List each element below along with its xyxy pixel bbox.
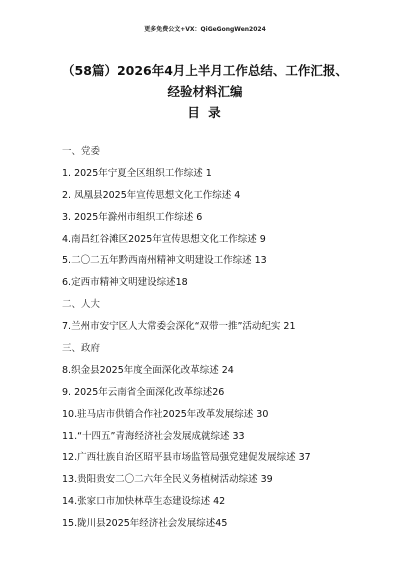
toc-entry: 11.“十四五”青海经济社会发展成就综述 33	[62, 430, 245, 442]
toc-entry: 13.贵阳贵安二〇二六年全民义务植树活动综述 39	[62, 474, 273, 486]
toc-entry: 5.二〇二五年黔西南州精神文明建设工作综述 13	[62, 255, 267, 267]
toc-entry: 10.驻马店市供销合作社2025年改革发展综述 30	[62, 408, 269, 420]
toc-entry: 1. 2025年宁夏全区组织工作综述 1	[62, 167, 212, 179]
toc-entry: 12.广西壮族自治区昭平县市场监管局强党建促发展综述 37	[62, 452, 311, 464]
toc-entry: 14.张家口市加快林草生态建设综述 42	[62, 496, 226, 508]
toc-entry: 7.兰州市安宁区人大常委会深化“双带一推”活动纪实 21	[62, 321, 296, 333]
toc-entry: 9. 2025年云南省全面深化改革综述26	[62, 386, 225, 398]
header-note: 更多免费公文+VX：QiGeGongWen2024	[144, 26, 266, 33]
toc-entry: 2. 凤凰县2025年宣传思想文化工作综述 4	[62, 189, 241, 201]
toc-section-government: 三、政府	[62, 343, 101, 355]
toc-entry: 15.陇川县2025年经济社会发展综述45	[62, 518, 228, 530]
document-title-line-1: （58篇）2026年4月上半月工作总结、工作汇报、	[62, 63, 348, 78]
table-of-contents	[62, 141, 392, 535]
document-title-line-2: 经验材料汇编	[167, 84, 243, 99]
document-title	[0, 60, 410, 102]
toc-section-party-committee: 一、党委	[62, 146, 101, 157]
toc-heading: 目 录	[187, 105, 223, 120]
toc-entry: 6.定西市精神文明建设综述18	[62, 277, 188, 289]
toc-entry: 3. 2025年滁州市组织工作综述 6	[62, 211, 203, 223]
toc-section-npc: 二、人大	[62, 299, 101, 311]
toc-entry: 8.织金县2025年度全面深化改革综述 24	[62, 364, 234, 376]
toc-entry: 4.南昌红谷滩区2025年宣传思想文化工作综述 9	[62, 233, 266, 245]
